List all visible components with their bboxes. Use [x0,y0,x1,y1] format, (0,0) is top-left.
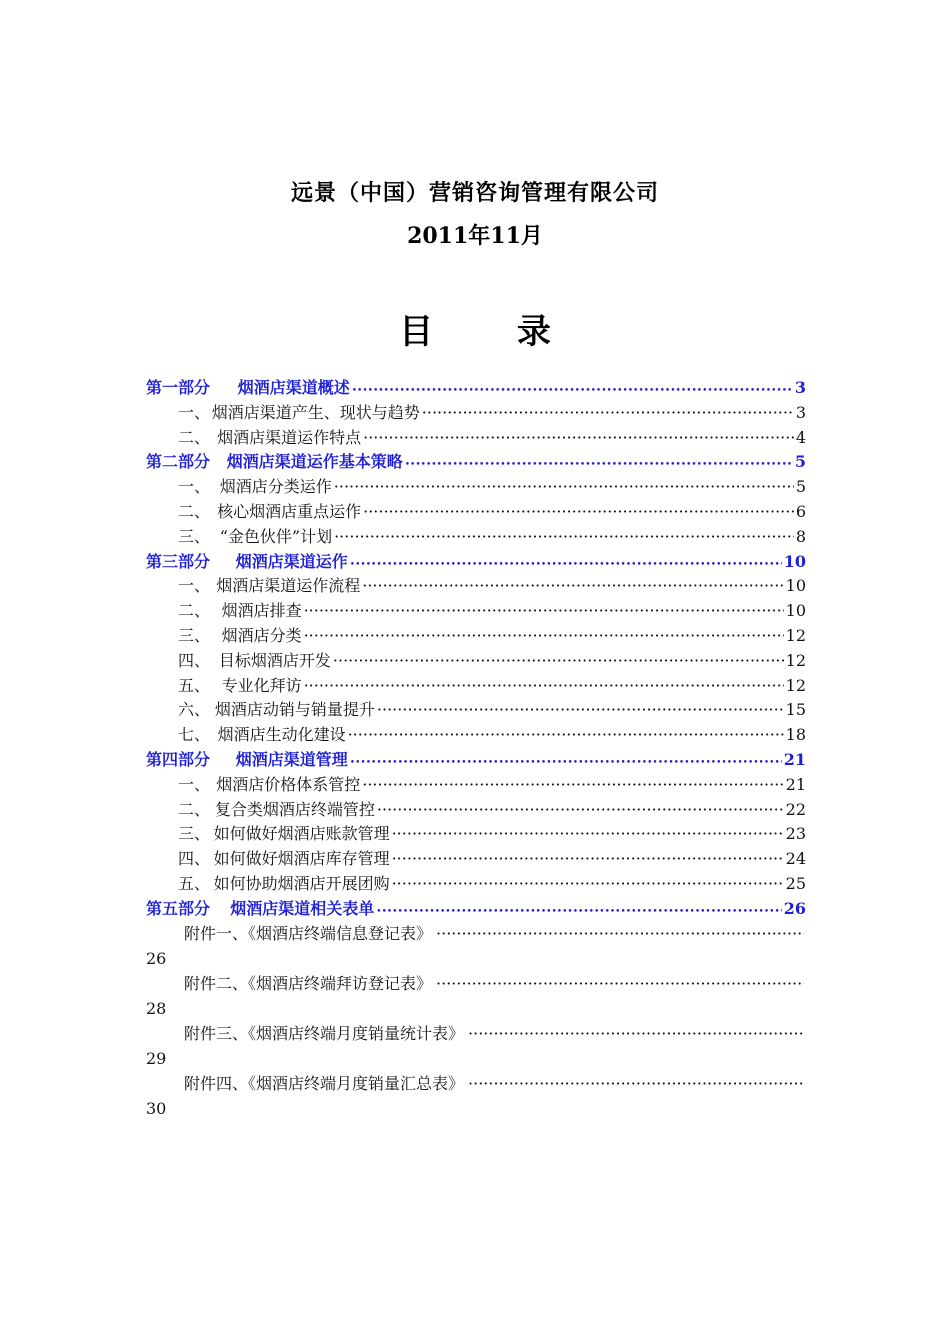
toc-entry-number: 三、 [178,526,211,546]
toc-section-entry[interactable] [146,797,806,822]
toc-entry-page: 10 [783,551,806,571]
toc-entry-page: 23 [785,824,806,844]
dot-leader [348,725,784,744]
toc-entry-page: 15 [785,700,806,720]
toc-entry-page: 5 [795,477,806,497]
appendix-entry[interactable] [146,971,806,1021]
toc-section-entry[interactable] [146,474,806,499]
toc-entry-page: 5 [794,452,806,472]
toc-section-entry[interactable] [146,524,806,549]
appendix-entry[interactable] [146,921,806,971]
toc-entry-number: 第二部分 [146,452,211,472]
dot-leader [362,576,783,595]
toc-entry-number: 六、 [178,700,211,720]
toc-part-entry[interactable] [146,449,806,474]
toc-entry-page: 6 [795,501,806,521]
toc-entry-label: 烟酒店渠道管理 [235,749,348,769]
toc-entry-number: 七、 [178,725,211,745]
toc-section-entry[interactable] [146,400,806,425]
toc-section-entry[interactable] [146,821,806,846]
toc-entry-label: 如何做好烟酒店库存管理 [213,849,390,869]
toc-entry-label: 目标烟酒店开发 [218,650,331,670]
toc-entry-label: 如何协助烟酒店开展团购 [213,873,390,893]
toc-entry-label: 如何做好烟酒店账款管理 [213,824,390,844]
dot-leader [304,601,784,620]
dot-leader [422,403,794,422]
toc-entry-number: 四、 [178,849,211,869]
toc-entry-label: 烟酒店渠道运作 [235,551,348,571]
toc-entry-label: 烟酒店动销与销量提升 [214,700,375,720]
toc-entry-label: 烟酒店渠道运作特点 [217,427,362,447]
toc-title: 目 录 [399,312,587,352]
toc-entry-page: 10 [785,601,806,621]
toc-section-entry[interactable] [146,673,806,698]
toc-section-entry[interactable] [146,499,806,524]
dot-leader [376,899,781,918]
appendix-entry[interactable] [146,1071,806,1121]
toc-section-entry[interactable] [146,697,806,722]
appendix-label: 附件三、《烟酒店终端月度销量统计表》 [184,1023,465,1043]
toc-entry-label: 烟酒店价格体系管控 [216,774,361,794]
appendix-page: 30 [146,1098,167,1118]
table-of-contents [146,375,806,1121]
appendix-label: 附件二、《烟酒店终端拜访登记表》 [184,973,433,993]
toc-entry-number: 三、 [178,625,211,645]
toc-section-entry[interactable] [146,573,806,598]
dot-leader [350,750,782,769]
toc-entry-page: 21 [783,749,806,769]
dot-leader [405,452,793,471]
toc-entry-number: 第四部分 [146,749,211,769]
company-name: 远景（中国）营销咨询管理有限公司 [290,180,659,206]
toc-entry-label: 专业化拜访 [221,675,302,695]
toc-entry-number: 一、 [178,402,211,422]
toc-entry-label: 烟酒店渠道运作流程 [216,576,361,596]
appendix-list [146,921,806,1121]
toc-entry-number: 第三部分 [146,551,211,571]
toc-entry-page: 3 [795,402,806,422]
toc-entry-label: 烟酒店渠道概述 [237,378,350,397]
appendix-page: 29 [146,1048,167,1068]
toc-part-entry[interactable] [146,896,806,921]
toc-entry-page: 4 [795,427,806,447]
dot-leader [436,924,804,943]
toc-entry-page: 12 [785,625,806,645]
toc-section-entry[interactable] [146,623,806,648]
dot-leader [377,800,784,819]
dot-leader [304,676,784,695]
toc-entry-page: 10 [785,576,806,596]
toc-entry-number: 四、 [178,650,211,670]
toc-entry-number: 第五部分 [146,898,211,918]
toc-entry-page: 12 [785,675,806,695]
toc-entry-page: 12 [785,650,806,670]
toc-entry-page: 3 [794,378,806,397]
dot-leader [468,1024,804,1043]
toc-entry-label: 烟酒店生动化建设 [217,725,346,745]
toc-entry-label: 烟酒店渠道相关表单 [230,898,375,918]
toc-entry-label: 烟酒店分类运作 [219,477,332,497]
toc-entry-page: 26 [783,898,806,918]
dot-leader [363,428,794,447]
toc-entry-number: 二、 [178,799,211,819]
toc-entry-page: 21 [785,774,806,794]
dot-leader [362,775,783,794]
toc-part-entry[interactable] [146,375,806,400]
toc-entry-label: 烟酒店排查 [221,601,302,621]
toc-section-entry[interactable] [146,722,806,747]
toc-entry-number: 五、 [178,873,211,893]
toc-entry-page: 18 [785,725,806,745]
toc-entry-number: 五、 [178,675,211,695]
dot-leader [334,527,794,546]
appendix-label: 附件一、《烟酒店终端信息登记表》 [184,923,433,943]
toc-section-entry[interactable] [146,648,806,673]
dot-leader [334,477,794,496]
appendix-label: 附件四、《烟酒店终端月度销量汇总表》 [184,1073,465,1093]
dot-leader [363,502,794,521]
toc-entry-label: 烟酒店渠道运作基本策略 [226,452,403,472]
toc-section-entry[interactable] [146,846,806,871]
toc-entry-number: 三、 [178,824,211,844]
appendix-page: 28 [146,998,167,1018]
toc-entry-label: “金色伙伴”计划 [219,526,333,546]
appendix-entry[interactable] [146,1021,806,1071]
toc-part-entry[interactable] [146,747,806,772]
dot-leader [468,1074,804,1093]
toc-entry-number: 第一部分 [146,378,211,397]
toc-section-entry[interactable] [146,871,806,896]
dot-leader [392,824,784,843]
toc-entry-label: 烟酒店分类 [221,625,302,645]
dot-leader [352,378,793,397]
dot-leader [436,974,804,993]
toc-section-entry[interactable] [146,425,806,450]
toc-entry-number: 二、 [178,427,211,447]
dot-leader [350,552,782,571]
toc-entry-label: 核心烟酒店重点运作 [217,501,362,521]
toc-entry-label: 烟酒店渠道产生、现状与趋势 [211,402,420,422]
dot-leader [333,651,784,670]
appendix-page: 26 [146,948,167,968]
dot-leader [304,626,784,645]
toc-entry-page: 25 [785,873,806,893]
toc-entry-page: 24 [785,849,806,869]
toc-entry-number: 一、 [178,477,211,497]
toc-entry-number: 二、 [178,601,211,621]
dot-leader [377,700,784,719]
toc-entry-number: 一、 [178,774,211,794]
toc-entry-number: 二、 [178,501,211,521]
dot-leader [392,849,784,868]
toc-section-entry[interactable] [146,772,806,797]
toc-entry-number: 一、 [178,576,211,596]
dot-leader [392,874,784,893]
toc-entry-page: 22 [785,799,806,819]
toc-entry-page: 8 [795,526,806,546]
toc-entry-label: 复合类烟酒店终端管控 [214,799,375,819]
toc-part-entry[interactable] [146,549,806,574]
document-date: 2011年11月 [407,223,543,249]
toc-section-entry[interactable] [146,598,806,623]
